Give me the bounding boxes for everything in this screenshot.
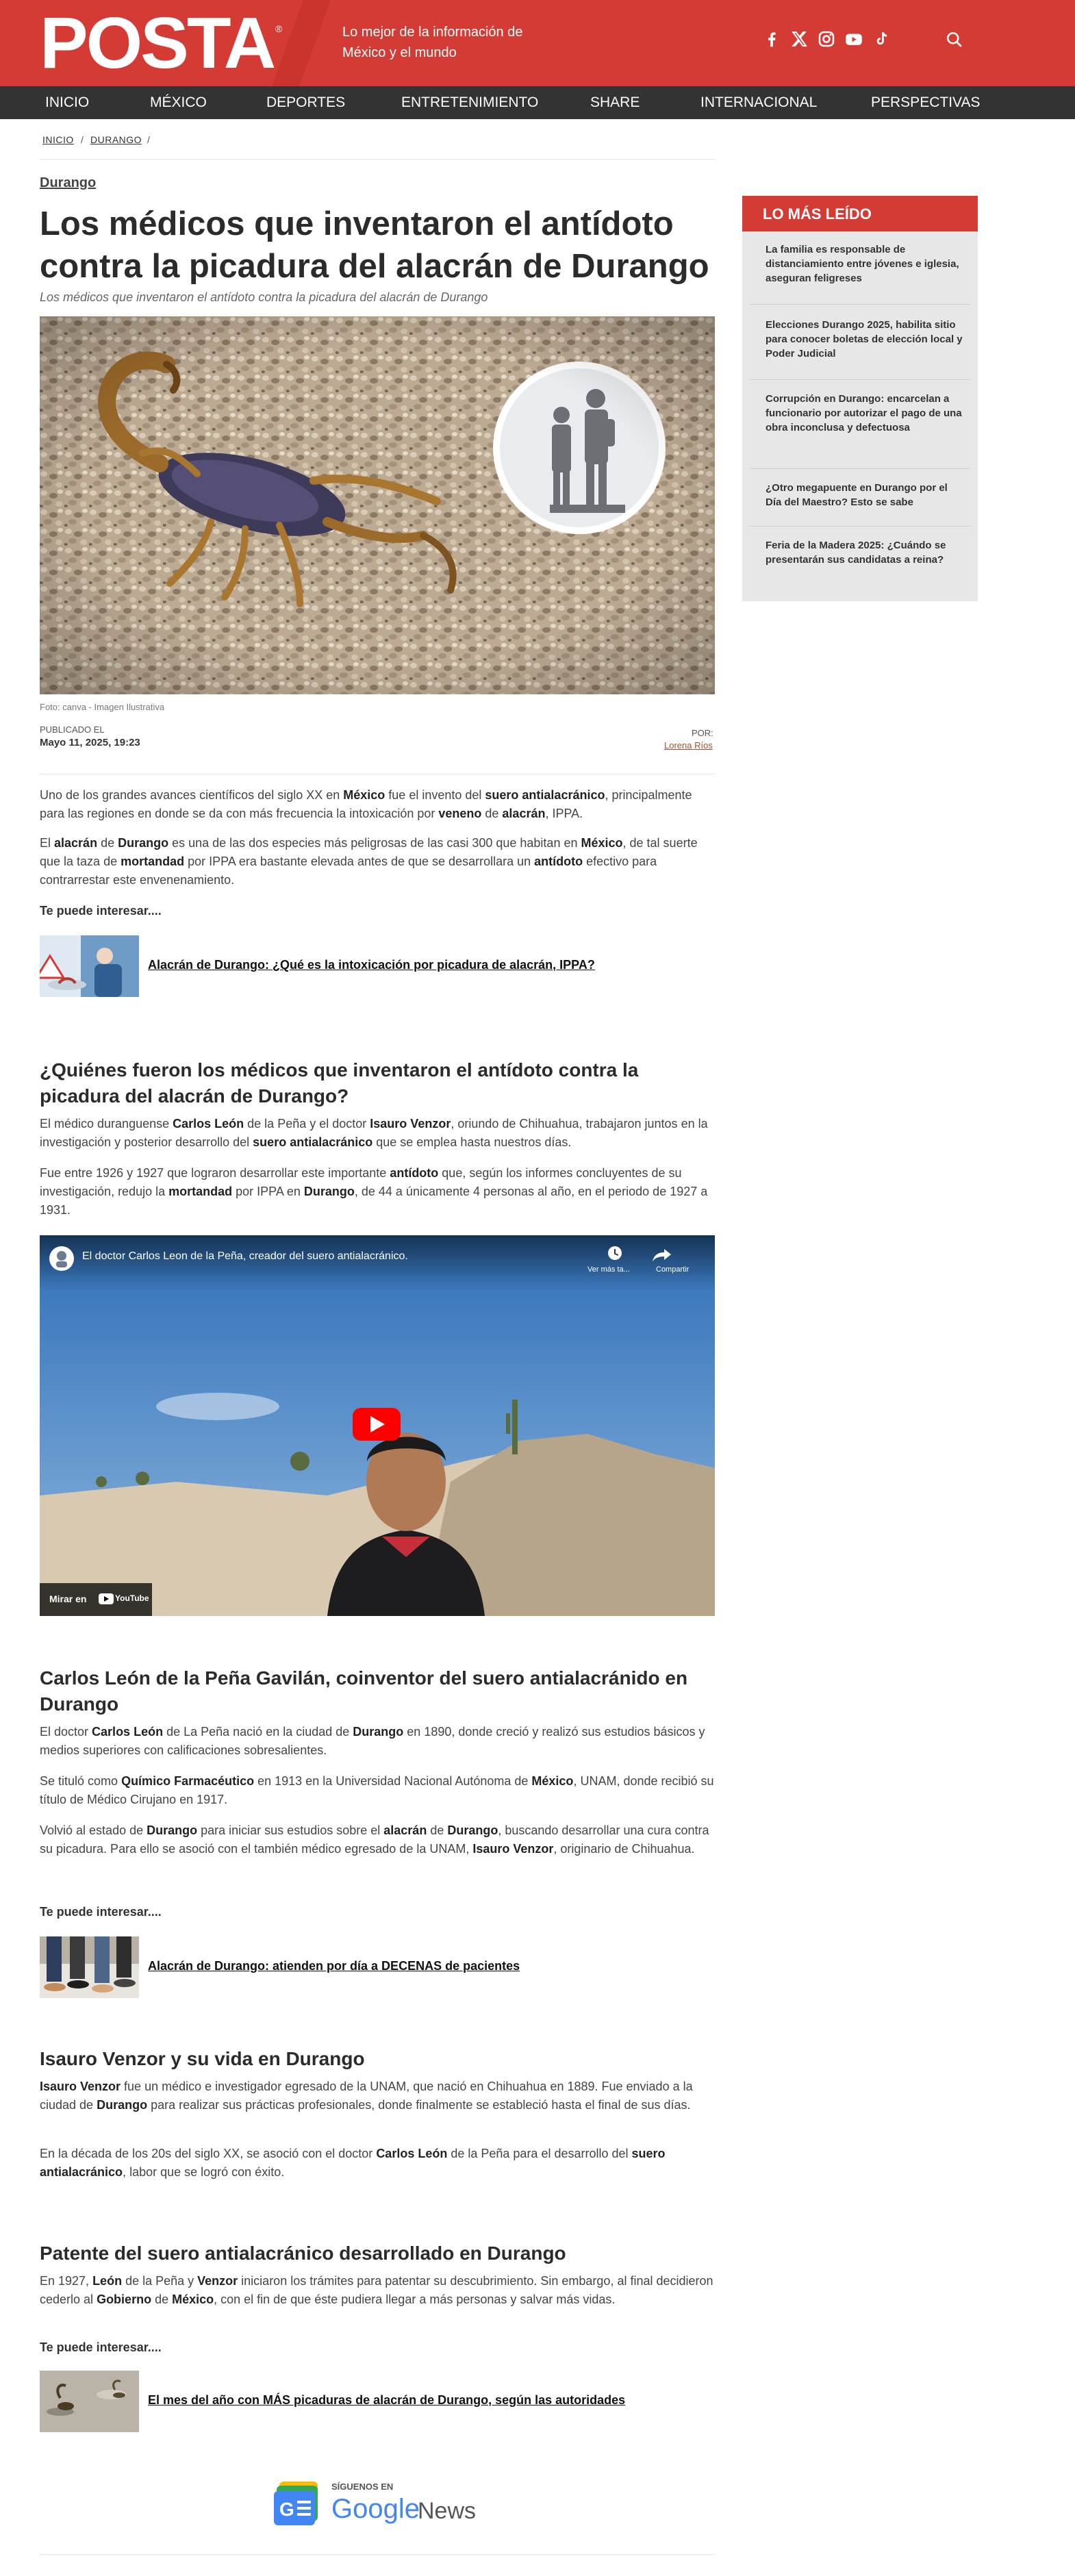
- most-read-item[interactable]: La familia es responsable de distanciamiento entre jóvenes e iglesia, aseguran feligreses: [766, 244, 959, 284]
- paragraph: El alacrán de Durango es una de las dos especies más peligrosas de las casi 300 que habitan en México, de tal suerte que la taza de mortandad por IPPA era bastante elevada antes de que se desarrollara un antídoto efectivo para contrarrestar este envenenamiento.: [40, 836, 698, 887]
- nav-item-internacional[interactable]: INTERNACIONAL: [700, 94, 818, 110]
- paragraph: Isauro Venzor fue un médico e investigador egresado de la UNAM, que nació en Chihuahua en 1889. Fue enviado a la ciudad de Durango para realizar sus prácticas profesionales, donde finalmente se estableció hasta el final de sus días.: [40, 2080, 693, 2112]
- most-read-list: [742, 231, 978, 601]
- related-thumbnail[interactable]: [40, 935, 139, 997]
- nav-item-deportes[interactable]: DEPORTES: [266, 94, 346, 110]
- most-read-item[interactable]: ¿Otro megapuente en Durango por el Día del Maestro? Esto se sabe: [766, 482, 948, 508]
- most-read-header: [742, 196, 978, 231]
- related-link[interactable]: Alacrán de Durango: atienden por día a DECENAS de pacientes: [148, 1959, 520, 1973]
- nav-item-inicio[interactable]: INICIO: [45, 94, 90, 110]
- youtube-brand[interactable]: YouTube: [115, 1593, 149, 1603]
- section-heading: Patente del suero antialacránico desarrollado en Durango: [40, 2243, 566, 2264]
- watch-later-label[interactable]: Ver más ta...: [587, 1265, 630, 1274]
- most-read-item[interactable]: Corrupción en Durango: encarcelan a funcionario por autorizar el pago de una obra inconclusa y defectuosa: [766, 393, 962, 433]
- article-subtitle: Los médicos que inventaron el antídoto contra la picadura del alacrán de Durango: [40, 290, 488, 304]
- most-read-item[interactable]: Elecciones Durango 2025, habilita sitio para conocer boletas de elección local y Poder Judicial: [766, 319, 963, 359]
- nav-item-mexico[interactable]: MÉXICO: [150, 94, 207, 110]
- instagram-icon[interactable]: [816, 29, 837, 49]
- section-heading: Isauro Venzor y su vida en Durango: [40, 2048, 365, 2069]
- related-article[interactable]: [40, 935, 715, 997]
- x-twitter-icon[interactable]: [789, 29, 809, 49]
- nav-item-share[interactable]: SHARE: [590, 94, 640, 110]
- tiktok-icon[interactable]: [871, 29, 891, 49]
- watch-on-label[interactable]: Mirar en: [49, 1593, 87, 1604]
- published-date: Mayo 11, 2025, 19:23: [40, 737, 140, 748]
- nav-item-perspectivas[interactable]: PERSPECTIVAS: [871, 94, 981, 110]
- published-label: PUBLICADO EL: [40, 724, 105, 735]
- divider: [749, 379, 971, 380]
- author-link[interactable]: Lorena Ríos: [664, 740, 713, 750]
- photo-credit: Foto: canva - Imagen Ilustrativa: [40, 702, 165, 712]
- most-read-item[interactable]: Feria de la Madera 2025: ¿Cuándo se presentarán sus candidatas a reina?: [766, 540, 946, 566]
- related-intro: Te puede interesar....: [40, 1905, 162, 1919]
- related-intro: Te puede interesar....: [40, 904, 162, 918]
- author-label: POR:: [692, 728, 713, 738]
- breadcrumb-durango[interactable]: DURANGO: [90, 134, 142, 145]
- paragraph: Fue entre 1926 y 1927 que lograron desarrollar este importante antídoto que, según los informes concluyentes de su investigación, redujo la mortandad por IPPA en Durango, de 44 a únicamente 4 personas al año, en el periodo de 1927 a 1931.: [40, 1166, 708, 1217]
- share-label[interactable]: Compartir: [656, 1265, 690, 1274]
- related-article[interactable]: [40, 2371, 715, 2432]
- related-intro: Te puede interesar....: [40, 2340, 162, 2354]
- divider: [749, 304, 971, 305]
- youtube-icon[interactable]: [844, 29, 864, 49]
- paragraph: Se tituló como Químico Farmacéutico en 1913 en la Universidad Nacional Autónoma de México, UNAM, donde recibió su título de Médico Cirujano en 1917.: [40, 1774, 714, 1806]
- paragraph: En la década de los 20s del siglo XX, se asoció con el doctor Carlos León de la Peña para el desarrollo del suero antialacránico, labor que se logró con éxito.: [40, 2147, 666, 2179]
- paragraph: Uno de los grandes avances científicos del siglo XX en México fue el invento del suero antialacránico, principalmente para las regiones en donde se da con más frecuencia la intoxicación por veneno de alacrán, IPPA.: [40, 788, 692, 820]
- section-heading: ¿Quiénes fueron los médicos que inventaron el antídoto contra la picadura del alacrán de Durango?: [40, 1059, 639, 1107]
- facebook-icon[interactable]: [761, 29, 782, 49]
- divider: [40, 2554, 715, 2555]
- paragraph: Volvió al estado de Durango para iniciar sus estudios sobre el alacrán de Durango, buscando desarrollar una cura contra su picadura. Para ello se asoció con el también médico egresado de la UNAM, Isauro Venzor, originario de Chihuahua.: [40, 1823, 709, 1856]
- news-wordmark: News: [418, 2498, 477, 2524]
- svg-text:G: G: [279, 2499, 294, 2520]
- related-thumbnail[interactable]: [40, 1936, 139, 1998]
- hero-image: [40, 316, 715, 694]
- section-heading: Carlos León de la Peña Gavilán, coinventor del suero antialacránido en Durango: [40, 1667, 688, 1715]
- breadcrumb-separator: /: [81, 134, 84, 145]
- logo-registered-mark: ®: [275, 23, 283, 34]
- related-article[interactable]: [40, 1936, 715, 1998]
- nav-item-entretenimiento[interactable]: ENTRETENIMIENTO: [401, 94, 539, 110]
- youtube-video-embed[interactable]: [40, 1235, 715, 1616]
- related-link[interactable]: Alacrán de Durango: ¿Qué es la intoxicación por picadura de alacrán, IPPA?: [148, 958, 595, 972]
- breadcrumb-separator: /: [147, 134, 150, 145]
- related-link[interactable]: El mes del año con MÁS picaduras de alacrán de Durango, según las autoridades: [148, 2393, 626, 2407]
- divider: [749, 468, 971, 469]
- google-news-follow-badge[interactable]: [274, 2476, 486, 2531]
- most-read-title: LO MÁS LEÍDO: [763, 205, 872, 223]
- main-navigation: [0, 86, 1075, 119]
- site-tagline: Lo mejor de la información de México y el mundo: [342, 25, 523, 60]
- paragraph: En 1927, León de la Peña y Venzor iniciaron los trámites para patentar su descubrimiento. Sin embargo, al final decidieron cederlo al Gobierno de México, con el fin de que éste pudiera llegar a más personas y salvar más vidas.: [40, 2274, 713, 2306]
- follow-us-label: SÍGUENOS EN: [331, 2482, 394, 2492]
- site-header: [0, 0, 1075, 86]
- related-thumbnail[interactable]: [40, 2371, 139, 2432]
- article-title: Los médicos que inventaron el antídoto contra la picadura del alacrán de Durango: [40, 205, 709, 285]
- paragraph: El médico duranguense Carlos León de la Peña y el doctor Isauro Venzor, oriundo de Chihuahua, trabajaron juntos en la investigación y posterior desarrollo del suero antialacránico que se emplea hasta nuestros días.: [40, 1117, 708, 1149]
- logo-slash-decoration: [272, 0, 331, 86]
- paragraph: El doctor Carlos León de La Peña nació en la ciudad de Durango en 1890, donde creció y realizó sus estudios básicos y medios superiores con calificaciones sobresalientes.: [40, 1725, 705, 1757]
- divider: [40, 159, 715, 160]
- breadcrumb-inicio[interactable]: INICIO: [42, 134, 74, 145]
- divider: [749, 526, 971, 527]
- section-tag[interactable]: Durango: [40, 175, 97, 190]
- site-logo[interactable]: POSTA: [40, 3, 275, 84]
- search-icon[interactable]: [944, 29, 964, 49]
- google-wordmark: Google: [331, 2494, 420, 2524]
- video-title[interactable]: El doctor Carlos Leon de la Peña, creador del suero antialacránico.: [82, 1250, 408, 1262]
